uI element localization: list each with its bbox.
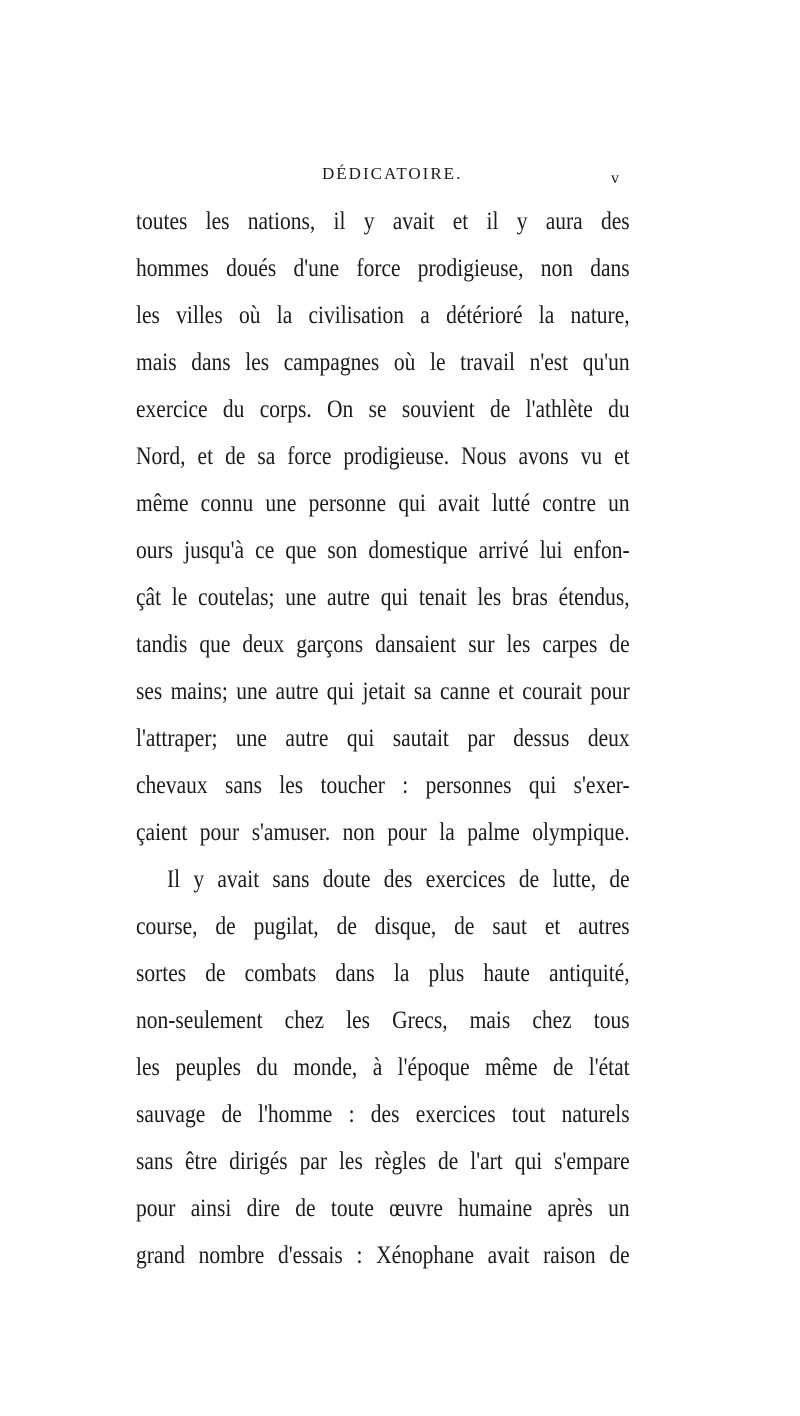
text-line: chevaux sans les toucher : personnes qui s'exer- — [136, 772, 630, 799]
text-line: mais dans les campagnes où le travail n'est qu'un — [136, 349, 630, 376]
text-line: ours jusqu'à ce que son domestique arrivé lui enfon- — [136, 537, 630, 564]
text-line: non-seulement chez les Grecs, mais chez tous — [136, 1007, 630, 1034]
text-line: même connu une personne qui avait lutté contre un — [136, 490, 630, 517]
text-line: sortes de combats dans la plus haute antiquité, — [136, 960, 630, 987]
text-line: les peuples du monde, à l'époque même de l'état — [136, 1054, 630, 1081]
text-line: ses mains; une autre qui jetait sa canne et courait pour — [136, 678, 630, 705]
text-line: sans être dirigés par les règles de l'art qui s'empare — [136, 1148, 630, 1175]
text-line: Nord, et de sa force prodigieuse. Nous avons vu et — [136, 443, 630, 470]
text-line: toutes les nations, il y avait et il y aura des — [136, 208, 630, 235]
text-line: l'attraper; une autre qui sautait par dessus deux — [136, 725, 630, 752]
running-head-title: DÉDICATOIRE. — [322, 164, 463, 183]
text-line: pour ainsi dire de toute œuvre humaine après un — [136, 1195, 630, 1222]
text-line: çaient pour s'amuser. non pour la palme olympique. — [136, 819, 630, 846]
text-line: course, de pugilat, de disque, de saut et autres — [136, 913, 630, 940]
text-line: çât le coutelas; une autre qui tenait les bras étendus, — [136, 584, 630, 611]
text-line: grand nombre d'essais : Xénophane avait raison de — [136, 1242, 630, 1269]
text-line: exercice du corps. On se souvient de l'athlète du — [136, 396, 630, 423]
running-head — [0, 164, 800, 190]
page-marker: v — [611, 170, 619, 187]
body-text — [136, 198, 630, 1279]
text-line: tandis que deux garçons dansaient sur les carpes de — [136, 631, 630, 658]
text-line: les villes où la civilisation a détérioré la nature, — [136, 302, 630, 329]
text-line: hommes doués d'une force prodigieuse, non dans — [136, 255, 630, 282]
paragraph-start-line: Il y avait sans doute des exercices de lutte, de — [166, 866, 630, 893]
text-line: sauvage de l'homme : des exercices tout naturels — [136, 1101, 630, 1128]
